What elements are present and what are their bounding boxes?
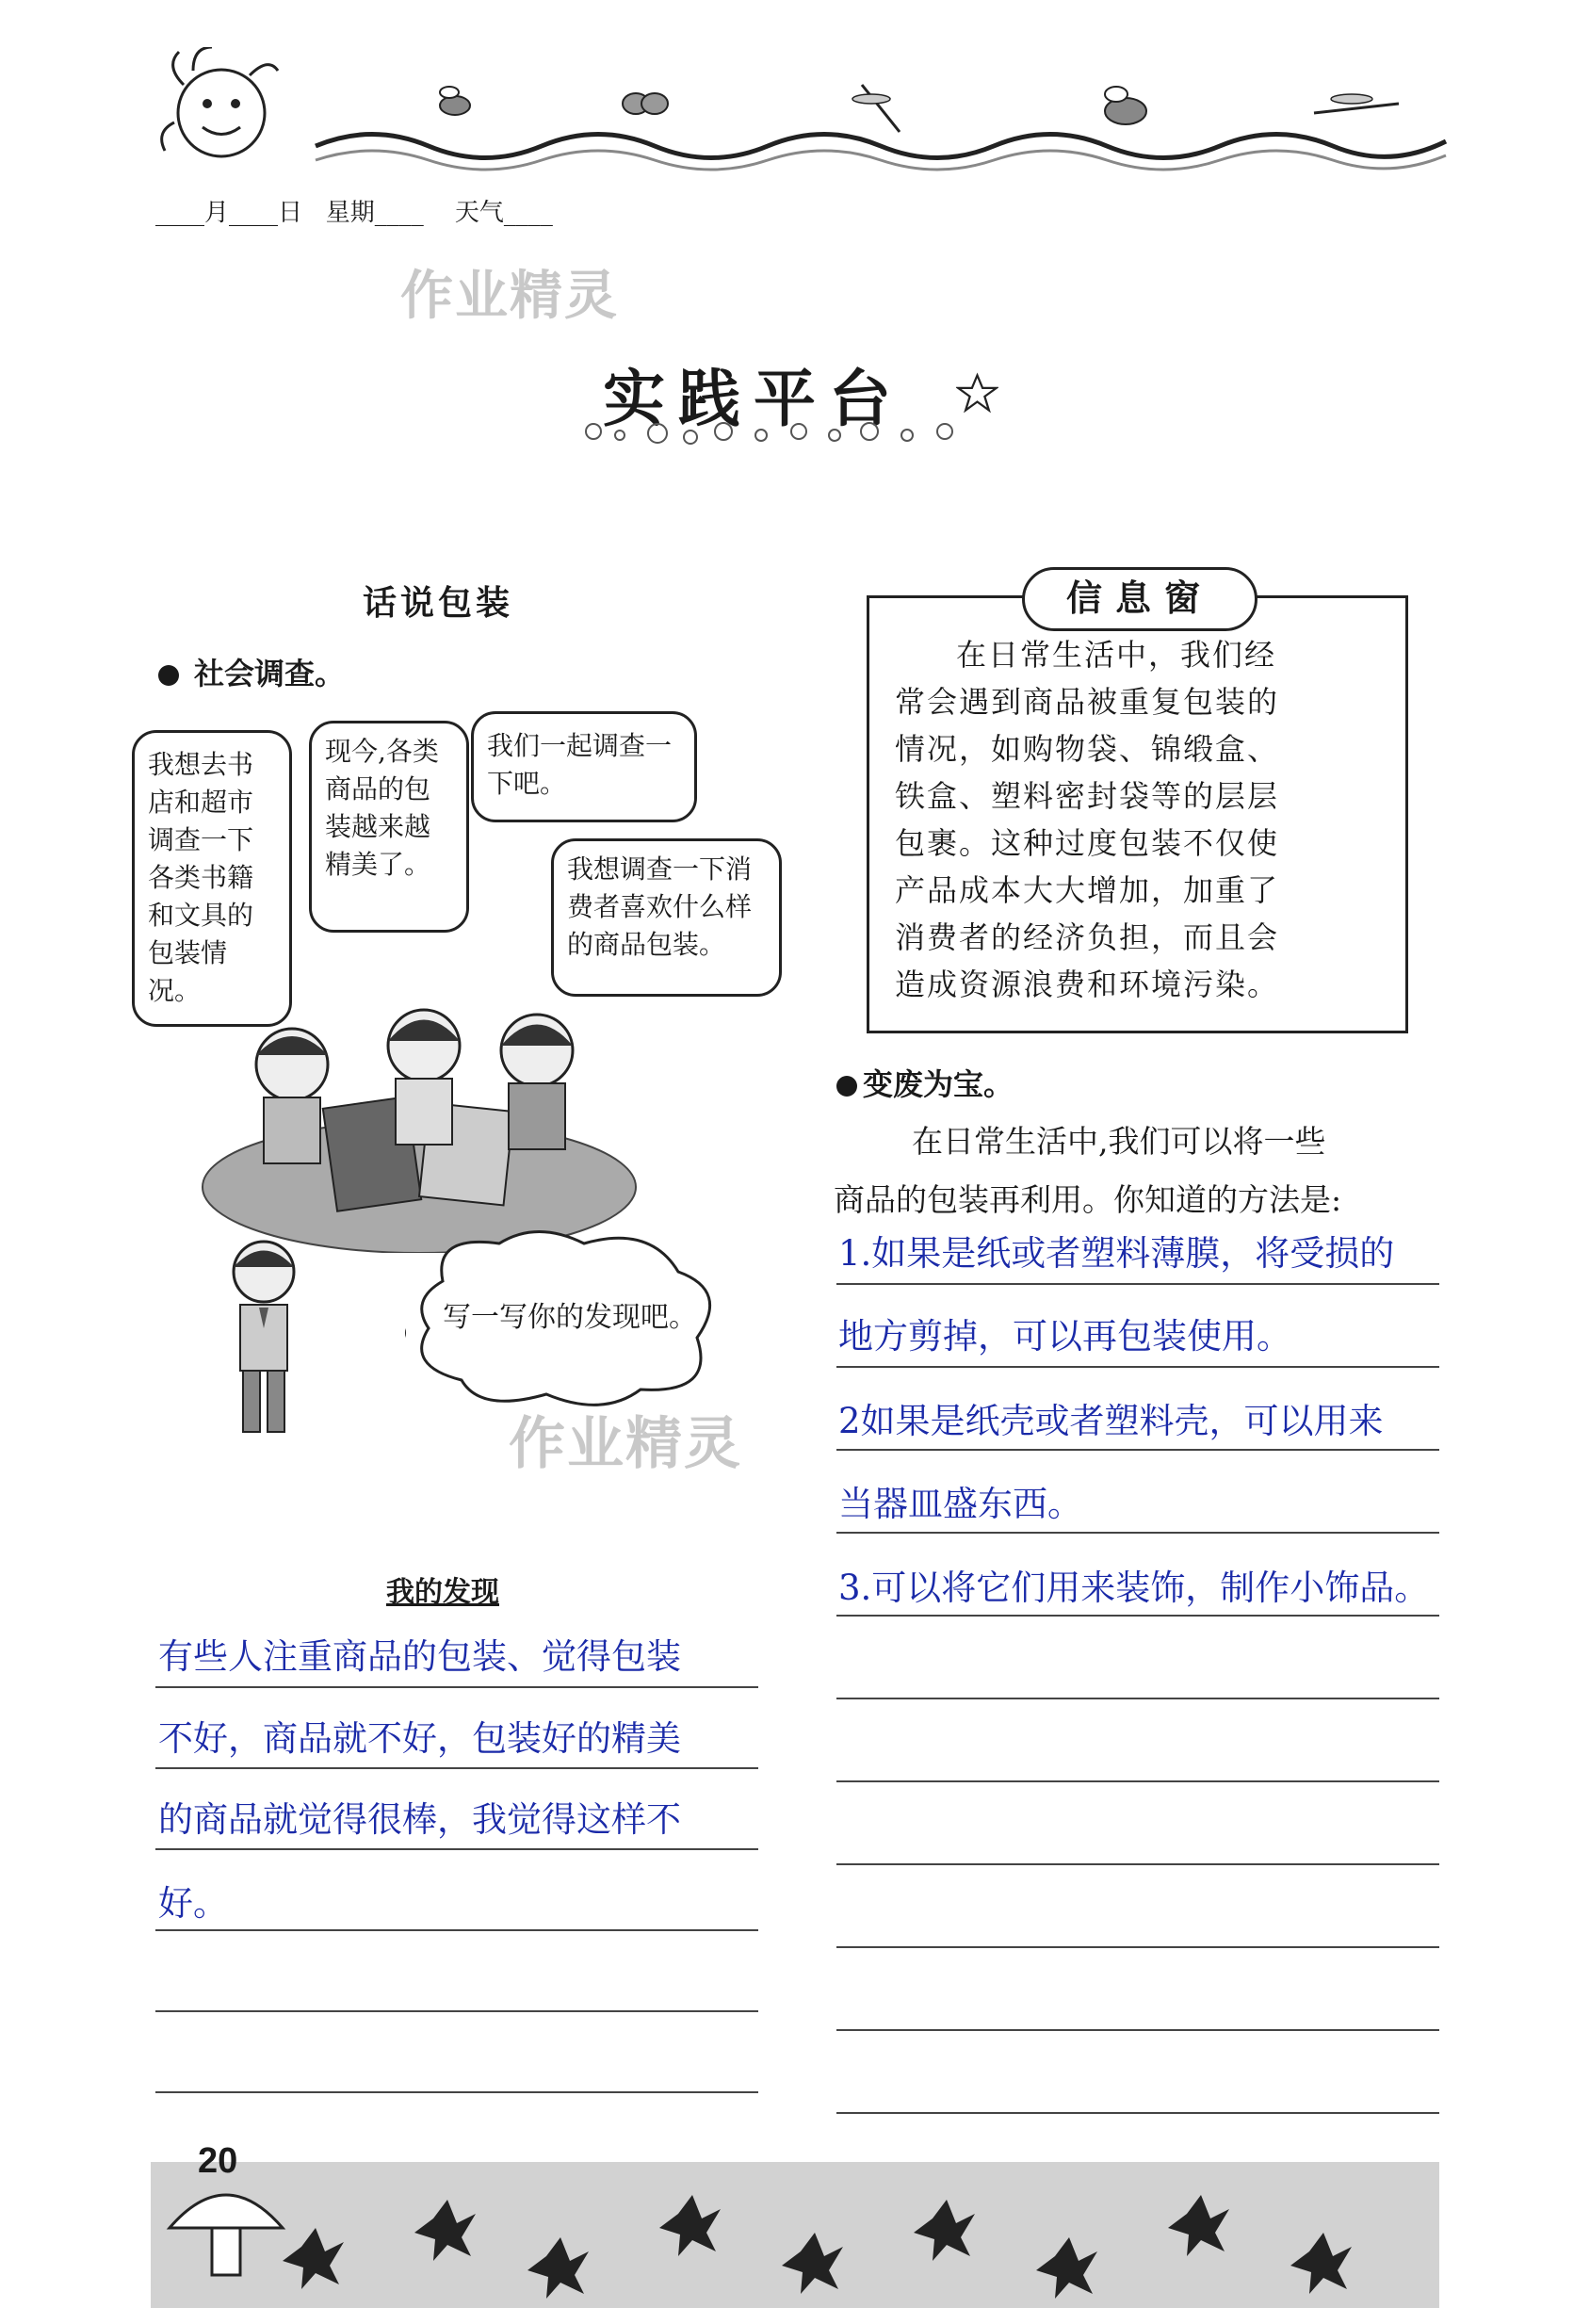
writing-line — [155, 1848, 758, 1850]
prompt-line: 商品的包装再利用。你知道的方法是: — [834, 1181, 1342, 1218]
watermark: 作业精灵 — [400, 266, 619, 327]
writing-line — [155, 1767, 758, 1769]
page-number: 20 — [198, 2141, 238, 2181]
answer-line: 3.可以将它们用来装饰，制作小饰品。 — [838, 1568, 1430, 1608]
bullet-icon — [836, 1076, 857, 1097]
sun-icon — [162, 47, 278, 156]
writing-line — [836, 1283, 1439, 1285]
leaves-decoration — [151, 2162, 1439, 2308]
writing-line — [836, 1449, 1439, 1451]
speech-bubble: 我想调查一下消费者喜欢什么样的商品包装。 — [551, 838, 782, 997]
writing-line — [836, 1863, 1439, 1865]
info-line: 包裹。这种过度包装不仅使 — [895, 825, 1280, 861]
bee-icon — [440, 87, 470, 115]
writing-line — [836, 1366, 1439, 1368]
my-find-title: 我的发现 — [386, 1576, 499, 1609]
speech-bubble: 我想去书店和超市调查一下各类书籍和文具的包装情况。 — [132, 730, 292, 1027]
info-line: 消费者的经济负担，而且会 — [895, 919, 1280, 955]
answer-line: 好。 — [158, 1883, 228, 1924]
info-line: 在日常生活中，我们经 — [956, 637, 1277, 673]
answer-line: 1.如果是纸或者塑料薄膜，将受损的 — [838, 1233, 1395, 1274]
writing-line — [155, 1929, 758, 1931]
writing-line — [836, 1615, 1439, 1617]
bullet-icon — [158, 665, 179, 686]
watermark: 作业精灵 — [509, 1411, 742, 1477]
writing-line — [155, 2091, 758, 2093]
info-box-title: 信息窗 — [1022, 567, 1257, 631]
info-line: 情况，如购物袋、锦缎盒、 — [895, 731, 1280, 767]
writing-line — [836, 1698, 1439, 1699]
writing-line — [836, 2029, 1439, 2031]
date-line: ____月____日 星期____ 天气____ — [155, 199, 553, 227]
dragonfly-icon — [1314, 94, 1399, 113]
speech-bubble: 现今,各类商品的包装越来越精美了。 — [309, 721, 469, 933]
boy-illustration — [207, 1234, 320, 1441]
answer-line: 有些人注重商品的包装、觉得包装 — [158, 1636, 681, 1677]
writing-line — [836, 1780, 1439, 1782]
butterfly-icon — [623, 93, 668, 114]
bubbles-decoration — [582, 414, 978, 452]
thought-text: 写一写你的发现吧。 — [443, 1301, 697, 1334]
children-survey-illustration — [198, 961, 641, 1253]
answer-line: 的商品就觉得很棒，我觉得这样不 — [158, 1799, 681, 1840]
header-decoration — [155, 47, 1474, 179]
recycle-heading: 变废为宝。 — [836, 1061, 1014, 1104]
info-line: 产品成本大大增加，加重了 — [895, 872, 1280, 908]
prompt-line: 在日常生活中,我们可以将一些 — [912, 1123, 1326, 1160]
dragonfly-icon — [852, 85, 900, 132]
writing-line — [836, 1532, 1439, 1534]
info-line: 铁盒、塑料密封袋等的层层 — [895, 778, 1280, 814]
info-box-body — [895, 631, 1385, 1008]
page-title: 实践平台 — [603, 362, 904, 435]
section-title: 话说包装 — [363, 583, 514, 623]
bee-icon — [1105, 87, 1146, 124]
mushroom-icon — [170, 2195, 283, 2275]
survey-heading: 社会调查。 — [158, 650, 345, 693]
info-line: 造成资源浪费和环境污染。 — [895, 967, 1280, 1002]
speech-bubble: 我们一起调查一下吧。 — [471, 711, 697, 822]
answer-line: 不好，商品就不好，包装好的精美 — [158, 1718, 681, 1759]
writing-line — [155, 1686, 758, 1688]
answer-line: 2如果是纸壳或者塑料壳，可以用来 — [838, 1401, 1384, 1441]
writing-line — [155, 2010, 758, 2012]
star-icon — [956, 372, 998, 414]
answer-line: 地方剪掉，可以再包装使用。 — [838, 1316, 1291, 1357]
answer-line: 当器皿盛东西。 — [838, 1484, 1082, 1524]
writing-line — [836, 1946, 1439, 1948]
info-line: 常会遇到商品被重复包装的 — [895, 684, 1280, 720]
writing-line — [836, 2112, 1439, 2114]
